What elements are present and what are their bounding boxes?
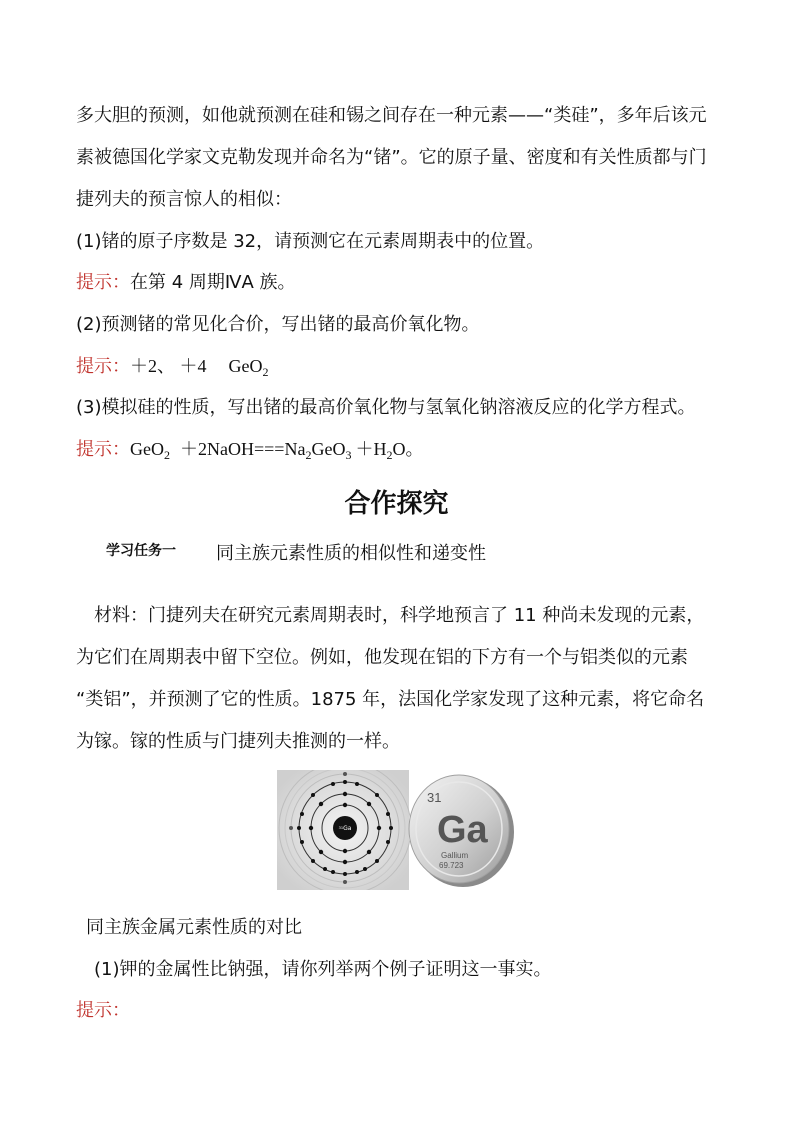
material-line-4: 为镓。镓的性质与门捷列夫推测的一样。 (76, 731, 400, 752)
tip-label: 提示： (76, 439, 130, 460)
task-label: 学习任务一 (106, 543, 176, 559)
answer-2-oxide: GeO$_2$ (228, 356, 269, 379)
intro-line-1: 多大胆的预测，如他就预测在硅和锡之间存在一种元素——“类硅”，多年后该元 (76, 105, 707, 126)
atom-nucleus-label: 31Ga (338, 825, 352, 832)
answer-3 (76, 437, 423, 467)
atom-diagram (277, 770, 411, 890)
answer-1-text: 在第 4 周期ⅣA 族。 (130, 272, 296, 293)
intro-line-2: 素被德国化学家文克勒发现并命名为“锗”。它的原子量、密度和有关性质都与门 (76, 147, 707, 168)
tip-label: 提示： (76, 1000, 130, 1021)
material-line-1: 材料：门捷列夫在研究元素周期表时，科学地预言了 11 种尚未发现的元素， (94, 605, 705, 626)
compare-question-1: (1)钾的金属性比钠强，请你列举两个例子证明这一事实。 (94, 959, 552, 980)
material-line-3: “类铝”，并预测了它的性质。1875 年，法国化学家发现了这种元素，将它命名 (76, 689, 705, 710)
coin-symbol: Ga (437, 809, 488, 851)
gallium-illustration (277, 770, 515, 890)
tip-label: 提示： (76, 272, 130, 293)
task-title: 同主族元素性质的相似性和递变性 (216, 543, 486, 564)
coin-element-name: Gallium (441, 851, 469, 860)
material-line-2: 为它们在周期表中留下空位。例如，他发现在铝的下方有一个与铝类似的元素 (76, 647, 688, 668)
answer-2 (76, 354, 269, 384)
intro-line-3: 捷列夫的预言惊人的相似： (76, 189, 292, 210)
chemical-equation: $GeO_2 +2NaOH===Na_2GeO_3 +H_2O$。 (130, 439, 424, 462)
coin-atomic-number: 31 (427, 790, 442, 805)
question-1: (1)锗的原子序数是 32，请预测它在元素周期表中的位置。 (76, 231, 545, 252)
compare-heading: 同主族金属元素性质的对比 (86, 917, 302, 938)
tip-label: 提示： (76, 356, 130, 377)
coin-atomic-mass: 69.723 (439, 861, 464, 870)
question-3: (3)模拟硅的性质，写出锗的最高价氧化物与氢氧化钠溶液反应的化学方程式。 (76, 397, 696, 418)
answer-1 (76, 271, 296, 295)
answer-2-valences: ＋2、 ＋4 (130, 356, 207, 376)
section-title: 合作探究 (344, 489, 449, 519)
gallium-coin-icon (409, 775, 514, 887)
gallium-figure (277, 770, 515, 890)
question-2: (2)预测锗的常见化合价，写出锗的最高价氧化物。 (76, 314, 480, 335)
